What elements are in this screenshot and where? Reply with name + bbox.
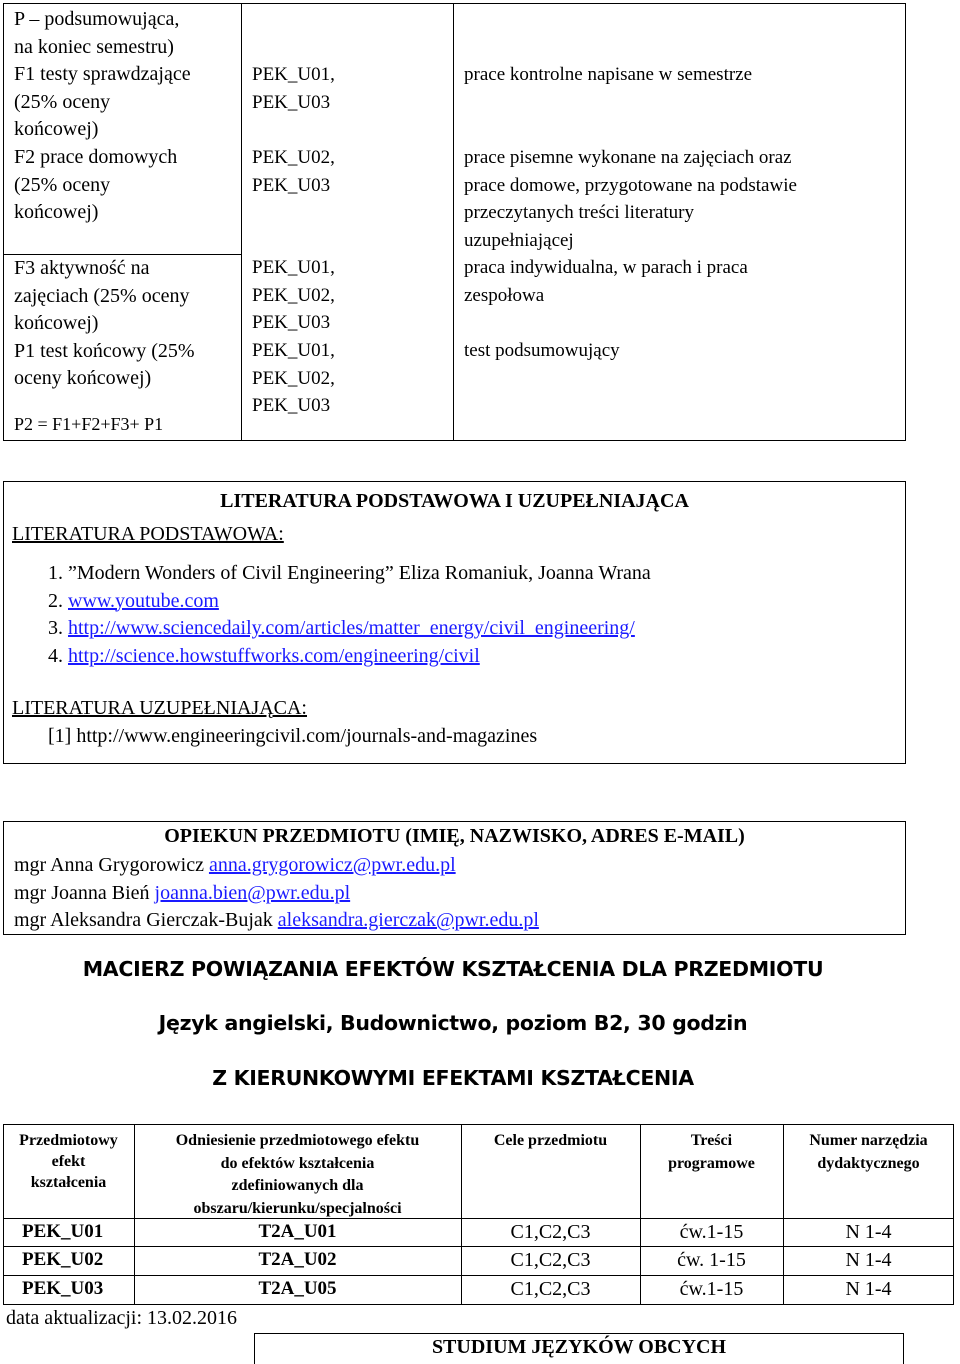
supervisor-name: mgr Aleksandra Gierczak-Bujak	[14, 909, 273, 931]
col1-line: (25% oceny	[14, 90, 111, 113]
supervisor-email[interactable]: aleksandra.gierczak@pwr.edu.pl	[277, 909, 539, 931]
matrix-row-content: ćw.1-15	[679, 1278, 744, 1300]
matrix-row-line	[3, 1275, 954, 1276]
method-line: test podsumowujący	[464, 340, 620, 361]
assessment-col2-group-2	[252, 144, 335, 199]
matrix-title: MACIERZ POWIĄZANIA EFEKTÓW KSZTAŁCENIA DLA PRZEDMIOTU	[82, 957, 824, 981]
studium-label: STUDIUM JĘZYKÓW OBCYCH	[431, 1336, 727, 1358]
literature-basic-label: LITERATURA PODSTAWOWA:	[12, 523, 284, 545]
matrix-row-ref: T2A_U05	[258, 1278, 337, 1299]
method-line: prace pisemne wykonane na zajęciach oraz	[464, 147, 792, 168]
matrix-row-ref: T2A_U01	[258, 1221, 337, 1242]
header-line: Treści	[690, 1132, 733, 1149]
pek-code: PEK_U01,	[252, 64, 335, 85]
matrix-row-pek: PEK_U03	[22, 1278, 104, 1299]
literature-link[interactable]: www.youtube.com	[68, 589, 219, 612]
update-date: data aktualizacji: 13.02.2016	[6, 1307, 238, 1329]
supervisor-list	[14, 852, 539, 935]
pek-code: PEK_U01,	[252, 257, 335, 278]
header-line: efekt	[51, 1153, 86, 1170]
pek-code: PEK_U03	[252, 174, 331, 196]
matrix-row-pek: PEK_U01	[22, 1221, 104, 1242]
method-line: prace domowe, przygotowane na podstawie	[464, 174, 797, 196]
matrix-row-pek: PEK_U02	[22, 1249, 104, 1270]
assessment-col1	[14, 6, 239, 227]
matrix-row-goals: C1,C2,C3	[510, 1221, 591, 1243]
col1-formula: P2 = F1+F2+F3+ P1	[14, 414, 164, 434]
matrix-row-goals: C1,C2,C3	[510, 1278, 591, 1300]
method-line: uzupełniającej	[464, 229, 574, 251]
pek-code: PEK_U02,	[252, 367, 335, 389]
literature-item	[48, 560, 651, 588]
supervisor-name: mgr Anna Grygorowicz	[14, 854, 204, 876]
matrix-row-line	[3, 1246, 954, 1247]
col1-line: F3 aktywność na	[14, 257, 150, 279]
matrix-header-reference	[134, 1130, 461, 1220]
pek-code: PEK_U03	[252, 91, 331, 113]
assessment-col1-lower	[14, 255, 239, 393]
assessment-col2-group-3	[252, 254, 335, 337]
item-number: 4.	[48, 644, 63, 667]
assessment-col3-item-4	[464, 337, 620, 365]
matrix-header-tool	[783, 1130, 954, 1175]
col1-line: na koniec semestru)	[14, 35, 174, 58]
method-line: praca indywidualna, w parach i praca	[464, 257, 748, 278]
assessment-divider-1	[241, 3, 242, 441]
header-line: obszaru/kierunku/specjalności	[193, 1199, 402, 1217]
col1-line: końcowej)	[14, 201, 99, 224]
header-line: dydaktycznego	[817, 1154, 920, 1172]
matrix-row-goals: C1,C2,C3	[510, 1249, 591, 1271]
col1-line: oceny końcowej)	[14, 367, 152, 390]
assessment-col3-item-2	[464, 144, 797, 254]
pek-code: PEK_U03	[252, 312, 331, 333]
col1-line: P1 test końcowy (25%	[14, 339, 195, 362]
supervisor-entry	[14, 852, 539, 880]
literature-extra-item: [1] http://www.engineeringcivil.com/journals-and-magazines	[48, 725, 538, 747]
item-number: 3.	[48, 617, 63, 639]
item-number: 2.	[48, 589, 63, 612]
supervisor-email[interactable]: joanna.bien@pwr.edu.pl	[154, 881, 351, 904]
header-line: Numer narzędzia	[809, 1132, 928, 1149]
assessment-col3-item-3	[464, 254, 748, 309]
matrix-row-tool: N 1-4	[845, 1221, 892, 1243]
col1-line: końcowej)	[14, 118, 99, 141]
literature-heading: LITERATURA PODSTAWOWA I UZUPEŁNIAJĄCA	[220, 490, 689, 512]
method-line: prace kontrolne napisane w semestrze	[464, 64, 753, 85]
literature-basic-list	[48, 560, 651, 670]
col1-line: końcowej)	[14, 312, 99, 335]
header-line: kształcenia	[30, 1174, 107, 1191]
header-line: Przedmiotowy	[19, 1132, 118, 1149]
method-line: zespołowa	[464, 284, 545, 306]
pek-code: PEK_U02,	[252, 147, 335, 168]
literature-item	[48, 588, 651, 616]
header-line: Odniesienie przedmiotowego efektu	[175, 1132, 420, 1149]
matrix-row-tool: N 1-4	[845, 1278, 892, 1300]
matrix-header-effect	[3, 1130, 134, 1193]
method-line: przeczytanych treści literatury	[464, 202, 694, 223]
supervisor-entry	[14, 880, 539, 908]
literature-extra-label: LITERATURA UZUPEŁNIAJĄCA:	[12, 697, 307, 719]
literature-link[interactable]: http://www.sciencedaily.com/articles/matter_energy/civil_engineering/	[68, 617, 635, 639]
matrix-row-tool: N 1-4	[845, 1249, 892, 1271]
matrix-row-content: ćw. 1-15	[677, 1249, 746, 1271]
col1-line: P – podsumowująca,	[14, 8, 180, 30]
matrix-title-secondary: Z KIERUNKOWYMI EFEKTAMI KSZTAŁCENIA	[212, 1066, 694, 1090]
supervisor-entry	[14, 907, 539, 935]
supervisor-email[interactable]: anna.grygorowicz@pwr.edu.pl	[208, 854, 456, 876]
assessment-divider-2	[453, 3, 454, 441]
header-line: programowe	[668, 1154, 755, 1172]
col1-line: zajęciach (25% oceny	[14, 284, 190, 307]
header-line: do efektów kształcenia	[220, 1154, 375, 1172]
pek-code: PEK_U01,	[252, 340, 335, 361]
assessment-col3-item-1	[464, 61, 752, 89]
pek-code: PEK_U02,	[252, 284, 335, 306]
literature-title: ”Modern Wonders of Civil Engineering” Eliza Romaniuk, Joanna Wrana	[63, 562, 651, 584]
literature-item	[48, 643, 651, 671]
supervisor-heading: OPIEKUN PRZEDMIOTU (IMIĘ, NAZWISKO, ADRES E-MAIL)	[164, 825, 745, 847]
pek-code: PEK_U03	[252, 395, 331, 416]
matrix-row-content: ćw.1-15	[679, 1221, 744, 1243]
assessment-col2-group-1	[252, 61, 335, 116]
literature-item	[48, 615, 651, 643]
header-line: Cele przedmiotu	[493, 1132, 608, 1149]
assessment-col2-group-4	[252, 337, 335, 420]
matrix-row-ref: T2A_U02	[258, 1249, 337, 1270]
col1-line: F1 testy sprawdzające	[14, 63, 191, 86]
col1-line: (25% oceny	[14, 173, 111, 196]
matrix-header-goals	[461, 1130, 640, 1152]
matrix-subtitle: Język angielski, Budownictwo, poziom B2, 30 godzin	[158, 1011, 748, 1035]
literature-link[interactable]: http://science.howstuffworks.com/engineering/civil	[68, 644, 480, 667]
col1-line: F2 prace domowych	[14, 145, 178, 168]
supervisor-name: mgr Joanna Bień	[14, 881, 150, 904]
item-number: 1.	[48, 562, 63, 584]
matrix-header-content	[640, 1130, 783, 1175]
header-line: zdefiniowanych dla	[231, 1177, 364, 1194]
